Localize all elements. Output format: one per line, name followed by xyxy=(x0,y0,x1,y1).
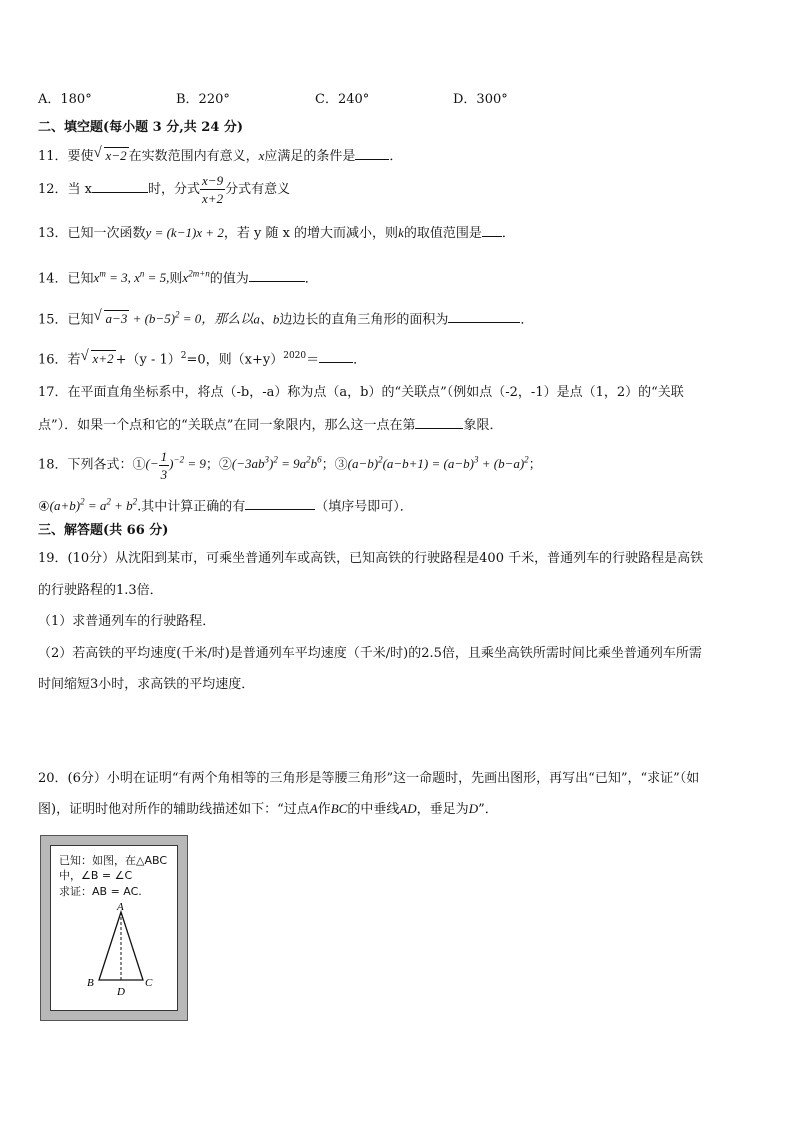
question-16: 16．若 √ x+2 +（y - 1）$^2$=0，则$(x+y)^{2020}=$ ． xyxy=(38,348,367,368)
answer-blank[interactable] xyxy=(249,267,305,282)
question-19-line-2: 的行驶路程的1.3倍． xyxy=(38,583,163,598)
answer-blank[interactable] xyxy=(92,178,148,193)
question-17-line-1: 17．在平面直角坐标系中，将点（-b，-a）称为点（a，b）的“关联点”（例如点（-2，-1）是点（1，2）的“关联 xyxy=(38,385,684,400)
figure-prove-line: 求证：AB = AC. xyxy=(59,885,142,898)
question-19-line-5: 时间缩短3小时，求高铁的平均速度． xyxy=(38,677,255,692)
triangle-diagram xyxy=(71,900,161,1000)
option-c: C．240° xyxy=(315,92,370,107)
option-a: A．180° xyxy=(38,92,92,107)
question-11: 11．要使 √ x−2 在实数范围内有意义，x应满足的条件是 ． xyxy=(38,145,403,164)
answer-blank[interactable] xyxy=(319,348,353,363)
answer-blank[interactable] xyxy=(482,222,502,237)
question-20-line-1: 20．(6分）小明在证明“有两个角相等的三角形是等腰三角形”这一命题时，先画出图形，再写出“已知”，“求证”（如 xyxy=(38,771,700,786)
question-14: 14．已知$x^m = 3$, $x^n = 5$,则$x^{2m+n}$的值为 ． xyxy=(38,269,318,287)
figure-panel xyxy=(50,845,178,1011)
section-2-heading: 二、填空题(每小题 3 分,共 24 分) xyxy=(38,120,244,135)
question-13: 13．已知一次函数y = (k−1)x + 2，若 y 随 x 的增大而减小，则k的取值范围是 ． xyxy=(38,222,515,244)
question-15: 15．已知 √ $a-3 + (b-5)^2 = 0$，那么以a、b边边长的直角三角形的面积为 ． xyxy=(38,308,534,328)
label-c: C xyxy=(145,977,153,989)
answer-blank[interactable] xyxy=(245,495,315,510)
question-19-line-1: 19．(10分）从沈阳到某市，可乘坐普通列车或高铁，已知高铁的行驶路程是400 千米，普通列车的行驶路程是高铁 xyxy=(38,551,704,566)
question-19-part-1: （1）求普通列车的行驶路程． xyxy=(38,614,216,629)
answer-blank[interactable] xyxy=(355,145,389,160)
section-3-heading: 三、解答题(共 66 分) xyxy=(38,523,169,538)
question-19-part-2: （2）若高铁的平均速度(千米/时)是普通列车平均速度（千米/时)的2.5倍，且乘坐高铁所需时间比乘坐普通列车所需 xyxy=(38,646,702,661)
figure-frame xyxy=(40,835,188,1021)
question-18: 18．下列各式：①(− $\frac{1}{3}$ )$^{-2}$ = 9；$②(-3ab^3)^2 = 9a^2b^6$；$③(a-b)^2(a-b+1) = (a-b)^3 + (b-a)^2$； xyxy=(38,449,542,482)
question-12: 12．当 x 时，分式 $\frac{x-9}{x+2}$ 分式有意义 xyxy=(38,173,291,206)
question-17-line-2: 点”）．如果一个点和它的“关联点”在同一象限内，那么这一点在第 象限． xyxy=(38,414,502,436)
option-b: B．220° xyxy=(176,92,230,107)
label-b: B xyxy=(87,977,94,989)
answer-blank[interactable] xyxy=(448,308,520,323)
question-20-line-2: 图)，证明时他对所作的辅助线描述如下：“过点A作BC的中垂线AD，垂足为D”． xyxy=(38,801,498,817)
answer-blank[interactable] xyxy=(415,414,463,429)
label-a: A xyxy=(117,901,124,913)
question-18-line-2: $④(a+b)^2 = a^2 + b^2$.其中计算正确的有 （填序号即可）． xyxy=(38,497,413,515)
figure-given-line-2: 中，∠B = ∠C xyxy=(59,869,133,882)
label-d: D xyxy=(117,986,125,998)
figure-given-line-1: 已知：如图，在△ABC xyxy=(59,854,168,867)
option-d: D．300° xyxy=(453,92,508,107)
